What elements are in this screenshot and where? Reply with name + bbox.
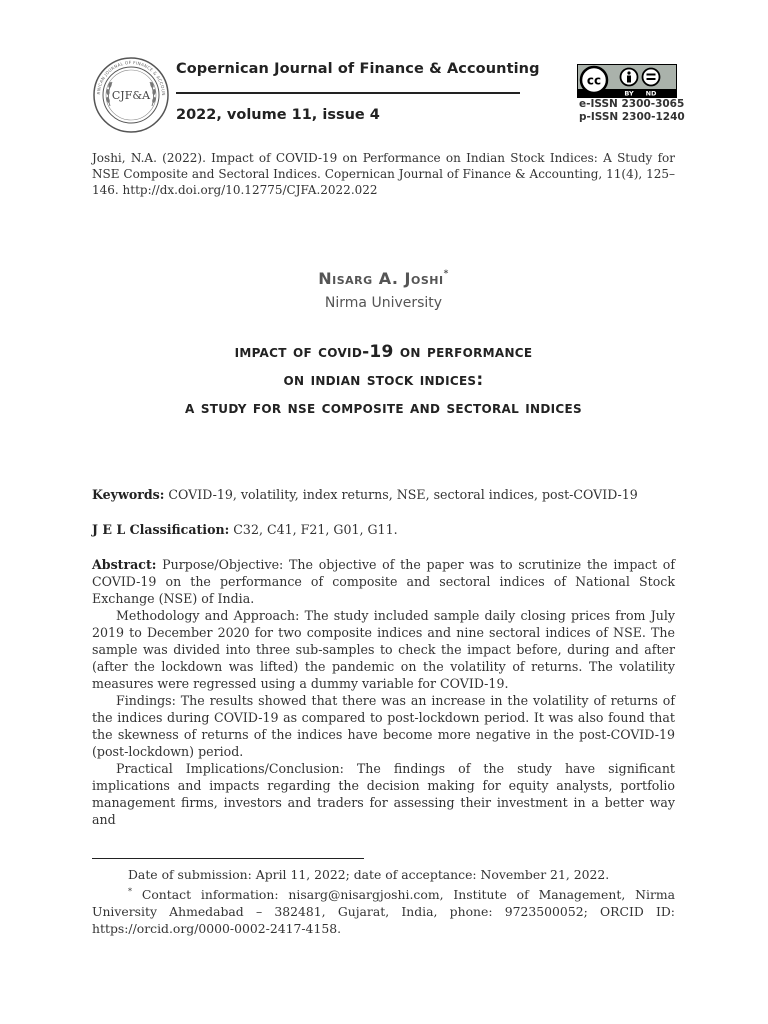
abstract-findings: Findings: The results showed that there was an increase in the volatility of returns of the indices during COVID-19 as compared to post-lockdown period. It was also found that the skewness of returns of the indices have become more negative in the post-COVID-19 (post-lockdown) period.	[92, 693, 675, 759]
footnote-rule	[92, 858, 364, 859]
e-issn: e-ISSN 2300-3065	[579, 98, 685, 110]
cc-license-badge	[577, 64, 677, 98]
abstract-methodology: Methodology and Approach: The study included sample daily closing prices from July 2019 to December 2020 for two composite indices and nine sectoral indices of NSE. The sample was divided into three sub-samples to check the impact before, during and after (after the lockdown was lifted) the pandemic on the volatility of returns. The volatility measures were regressed using a dummy variable for COVID-19.	[92, 608, 675, 691]
journal-name: Copernican Journal of Finance & Accounting	[176, 61, 540, 77]
author-name-text: Nisarg A. Joshi	[318, 269, 444, 288]
issn-block	[579, 98, 685, 124]
jel-label: J E L Classification:	[92, 522, 230, 537]
abstract-label: Abstract:	[92, 557, 157, 572]
contact-text: Contact information: nisarg@nisargjoshi.com, Institute of Management, Nirma University Ahmedabad – 382481, Gujarat, India, phone: 9723500052; ORCID ID: https://orcid.org/0000-0002-2417-4158.	[92, 887, 675, 936]
p-issn: p-ISSN 2300-1240	[579, 111, 685, 123]
header-rule	[176, 92, 520, 94]
jel-classification	[92, 521, 675, 538]
title-line-2: on indian stock indices:	[283, 370, 484, 390]
logo-ring-text: RNICAN JOURNAL OF FINANCE & ACCOUN	[95, 59, 167, 96]
svg-text:cc: cc	[586, 73, 602, 88]
license-nd-label: ND	[645, 89, 657, 98]
title-line-1: impact of covid-19 on performance	[234, 342, 533, 362]
nd-icon	[643, 69, 660, 86]
contact-information	[92, 883, 675, 937]
footnote-marker: *	[128, 887, 132, 896]
jel-text: C32, C41, F21, G01, G11.	[229, 522, 398, 537]
abstract-purpose	[92, 556, 675, 607]
cc-icon	[581, 67, 607, 93]
author-affiliation: Nirma University	[324, 295, 443, 311]
author-marker: *	[443, 269, 449, 279]
keywords-text: COVID-19, volatility, index returns, NSE, sectoral indices, post-COVID-19	[164, 487, 638, 502]
by-icon	[621, 69, 638, 86]
title-line-3: a study for nse composite and sectoral indices	[185, 398, 582, 418]
volume-issue: 2022, volume 11, issue 4	[176, 107, 380, 123]
abstract-implications: Practical Implications/Conclusion: The findings of the study have significant implications and impacts regarding the decision making for equity analysts, portfolio management firms, investors and traders for assessing their investment in a better way and	[92, 761, 675, 827]
keywords	[92, 486, 675, 503]
citation: Joshi, N.A. (2022). Impact of COVID-19 on Performance on Indian Stock Indices: A Study for NSE Composite and Sectoral Indices. Copernican Journal of Finance & Accounting, 11(4), 125–146. http://dx.doi.org/10.12775/CJFA.2022.022	[92, 151, 675, 197]
journal-logo	[92, 56, 170, 134]
license-by-label: BY	[624, 89, 634, 98]
author-name	[92, 269, 675, 288]
footnote	[92, 866, 675, 937]
submission-dates: Date of submission: April 11, 2022; date of acceptance: November 21, 2022.	[128, 867, 610, 882]
logo-text: CJF&A	[111, 89, 151, 102]
abstract-p1-text: Purpose/Objective: The objective of the paper was to scrutinize the impact of COVID-19 on the performance of composite and sectoral indices of National Stock Exchange (NSE) of India.	[92, 557, 675, 606]
abstract	[92, 556, 675, 828]
keywords-label: Keywords:	[92, 487, 165, 502]
